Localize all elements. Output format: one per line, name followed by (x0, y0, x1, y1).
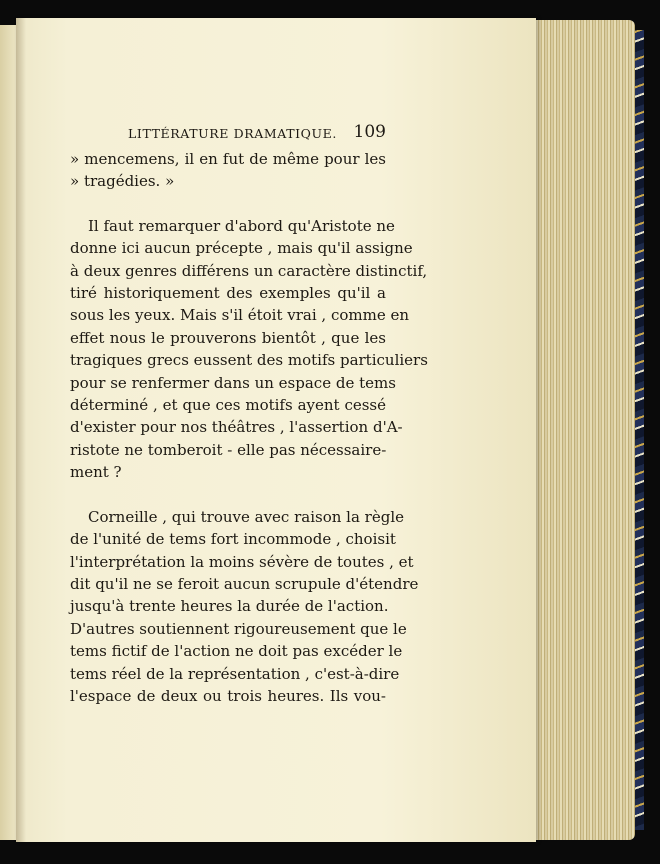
running-title: LITTÉRATURE DRAMATIQUE. (128, 126, 337, 141)
text-line: l'interprétation la moins sévère de toutes , et (70, 552, 414, 571)
text-line: sous les yeux. Mais s'il étoit vrai , comme en (70, 306, 410, 325)
body-text (70, 148, 428, 707)
text-line: de l'unité de tems fort incommode , choisit (70, 530, 396, 549)
page-number: 109 (353, 122, 386, 142)
text-line: d'exister pour nos théâtres , l'assertion d'A- (70, 418, 403, 437)
paragraph-1 (70, 148, 386, 193)
text-line: effet nous le prouverons bientôt , que les (70, 328, 386, 347)
paragraph-2 (70, 215, 428, 484)
text-line: tems réel de la représentation , c'est-à-dire (70, 664, 400, 683)
text-line: ristote ne tomberoit - elle pas nécessaire- (70, 440, 387, 459)
text-line: Corneille , qui trouve avec raison la règle (88, 507, 404, 526)
text-line: l'espace de deux ou trois heures. Ils vou- (70, 686, 386, 705)
text-line: à deux genres différens un caractère distinctif, (70, 261, 428, 280)
text-line: » tragédies. » (70, 172, 175, 191)
text-line: tiré historiquement des exemples qu'il a (70, 284, 386, 303)
text-line: tems fictif de l'action ne doit pas excéder le (70, 642, 403, 661)
text-line: dit qu'il ne se feroit aucun scrupule d'étendre (70, 574, 419, 593)
text-line: D'autres soutiennent rigoureusement que le (70, 619, 407, 638)
text-line: » mencemens, il en fut de même pour les (70, 150, 386, 168)
text-line: ment ? (70, 463, 122, 482)
text-line: tragiques grecs eussent des motifs particuliers (70, 351, 428, 370)
running-header (128, 124, 388, 146)
text-line: pour se renfermer dans un espace de tems (70, 373, 396, 392)
gutter-shadow (16, 18, 26, 842)
text-line: donne ici aucun précepte , mais qu'il assigne (70, 239, 413, 258)
paragraph-3 (70, 506, 419, 708)
text-line: jusqu'à trente heures la durée de l'action. (70, 597, 389, 616)
text-line: Il faut remarquer d'abord qu'Aristote ne (88, 216, 395, 235)
text-line: déterminé , et que ces motifs ayent cessé (70, 396, 386, 415)
